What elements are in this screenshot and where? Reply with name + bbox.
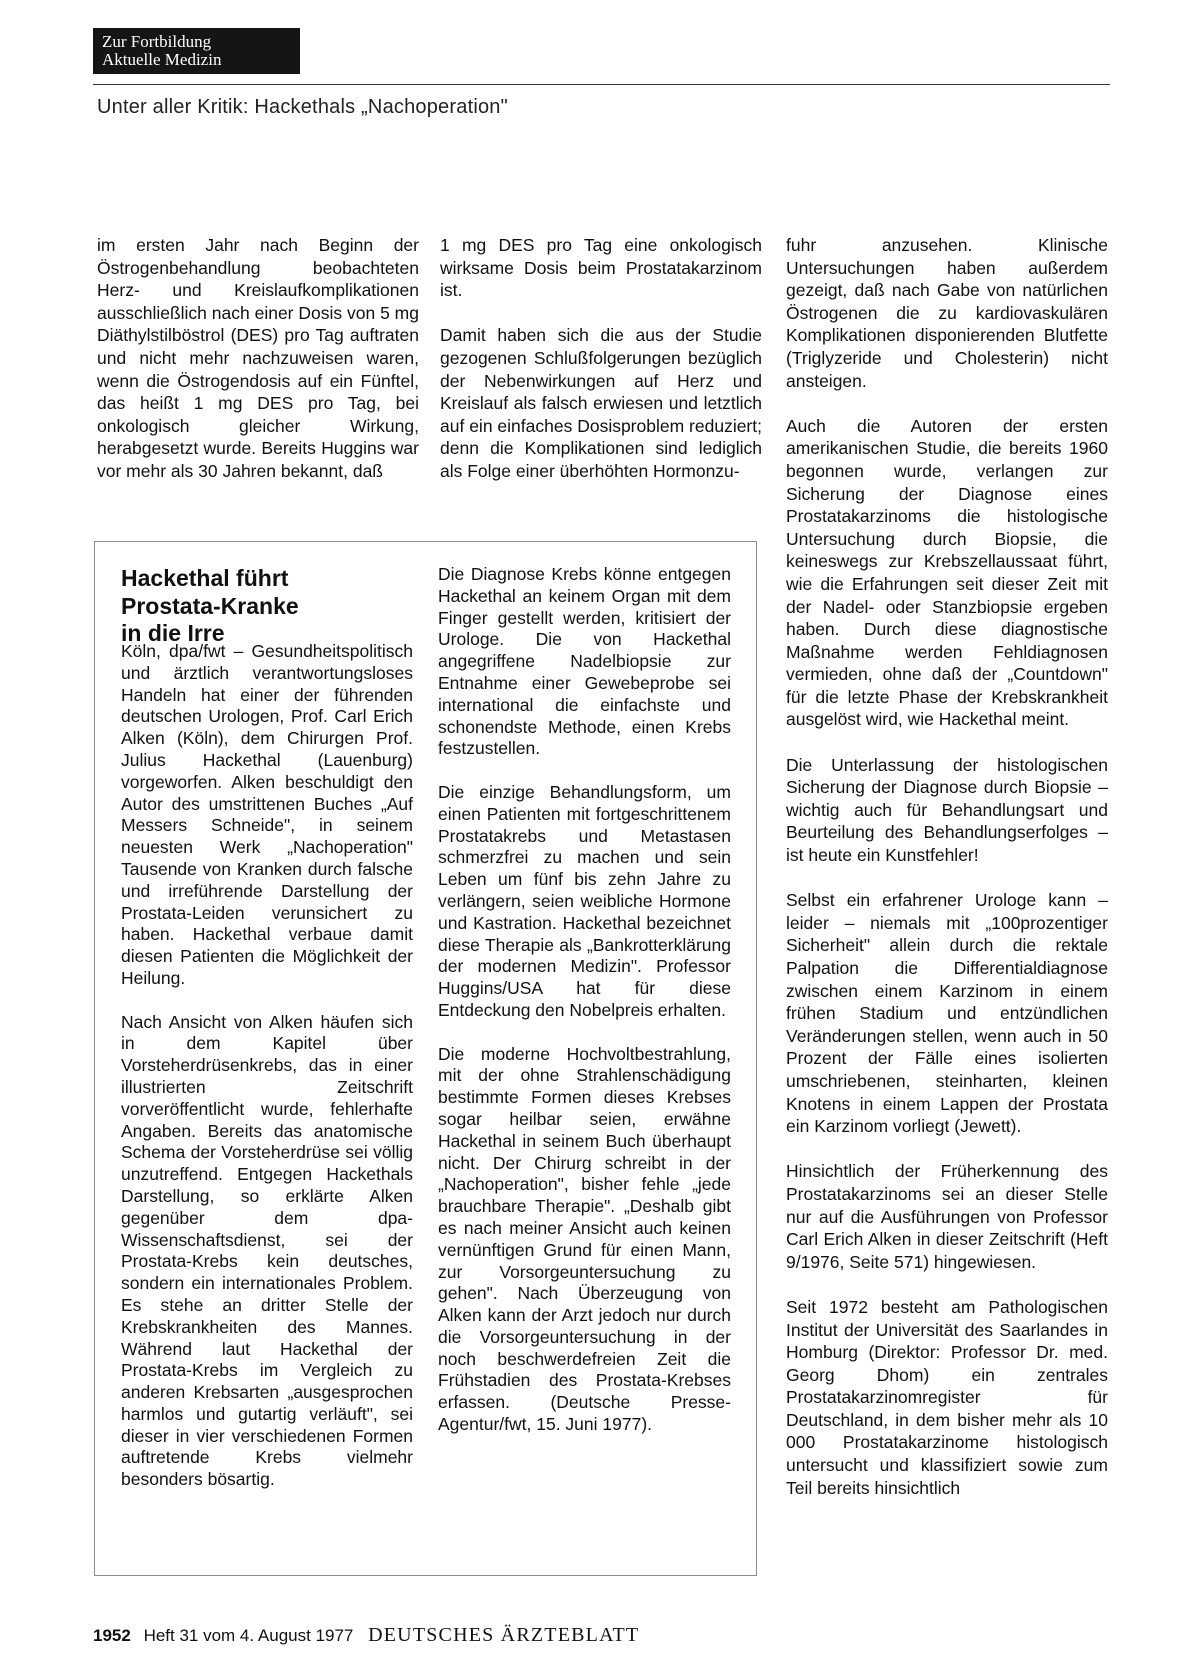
- boxed-article-column-2: [438, 564, 731, 1436]
- paragraph: Die einzige Behandlungsform, um einen Patienten mit fortgeschrittenem Prostatakrebs und Metastasen schmerzfrei zu machen und sein Leben um fünf bis zehn Jahre zu verlängern, seien weibliche Hormone und Kastration. Hackethal bezeichnet diese Therapie als „Bankrotterklärung der modernen Medizin". Professor Huggins/USA hat für diese Entdeckung den Nobelpreis erhalten.: [438, 781, 731, 1020]
- paragraph: Die Unterlassung der histologischen Sicherung der Diagnose durch Biopsie – wichtig auch für Behandlungsart und Beurteilung des Behandlungserfolges – ist heute ein Kunstfehler!: [786, 754, 1108, 866]
- paragraph: im ersten Jahr nach Beginn der Östrogenbehandlung beobachteten Herz- und Kreislaufkomplikationen ausschließlich nach einer Dosis von 5 mg Diäthylstilböstrol (DES) pro Tag auftraten und nicht mehr nachzuweisen waren, wenn die Östrogendosis auf ein Fünftel, das heißt 1 mg DES pro Tag, bei onkologisch gleicher Wirkung, herabgesetzt wurde. Bereits Huggins war vor mehr als 30 Jahren bekannt, daß: [97, 235, 419, 481]
- boxed-article-title: [121, 565, 413, 648]
- paragraph: 1 mg DES pro Tag eine onkologisch wirksame Dosis beim Prostatakarzinom ist.: [440, 235, 762, 301]
- page-footer: [93, 1624, 639, 1647]
- journal-name: DEUTSCHES ÄRZTEBLATT: [368, 1624, 640, 1646]
- header-rule: [93, 84, 1110, 85]
- paragraph: Die moderne Hochvoltbestrahlung, mit der ohne Strahlenschädigung bestimmte Formen dieses Krebses sogar heilbar seien, erwähne Hackethal in seinem Buch überhaupt nicht. Der Chirurg schreibt in der „Nachoperation", bisher fehle „jede brauchbare Therapie". „Deshalb gibt es nach meiner Ansicht auch keinen vernünftigen Grund für einen Mann, zur Vorsorgeuntersuchung zu gehen". Nach Überzeugung von Alken kann der Arzt jedoch nur durch die Vorsorgeuntersuchung in der noch beschwerdefreien Zeit die Frühstadien des Prostata-Krebses erfassen. (Deutsche Presse-Agentur/fwt, 15. Juni 1977).: [438, 1043, 731, 1435]
- boxed-article: [94, 541, 757, 1576]
- issue-info: Heft 31 vom 4. August 1977: [143, 1626, 354, 1645]
- paragraph: Die Diagnose Krebs könne entgegen Hackethal an keinem Organ mit dem Finger gestellt werden, kritisiert der Urologe. Die von Hackethal angegriffene Nadelbiopsie zur Entnahme einer Gewebeprobe sei international die einfachste und schonendste Methode, einen Krebs festzustellen.: [438, 564, 731, 759]
- paragraph: Seit 1972 besteht am Pathologischen Institut der Universität des Saarlandes in Homburg (Direktor: Professor Dr. med. Georg Dhom) ein zentrales Prostatakarzinomregister für Deutschland, in dem bisher mehr als 10 000 Prostatakarzinome histologisch untersucht und klassifiziert sowie zum Teil bereits hinsichtlich: [786, 1296, 1108, 1498]
- page-heading: Unter aller Kritik: Hackethals „Nachoperation": [97, 96, 508, 118]
- section-label: [93, 28, 300, 74]
- article-column-2: [440, 234, 762, 483]
- title-line: in die Irre: [121, 620, 225, 646]
- article-column-1: [97, 234, 419, 483]
- page-number: 1952: [93, 1626, 131, 1645]
- paragraph: Köln, dpa/fwt – Gesundheitspolitisch und ärztlich verantwortungsloses Handeln hat einer der führenden deutschen Urologen, Prof. Carl Erich Alken (Köln), dem Chirurgen Prof. Julius Hackethal (Lauenburg) vorgeworfen. Alken beschuldigt den Autor des umstrittenen Buches „Auf Messers Schneide", in seinem neuesten Werk „Nachoperation" Tausende von Kranken durch falsche und irreführende Darstellung der Prostata-Leiden verunsichert zu haben. Hackethal verbaue damit diesen Patienten die Möglichkeit der Heilung.: [121, 641, 413, 988]
- section-label-line2: Aktuelle Medizin: [102, 50, 222, 69]
- paragraph: Nach Ansicht von Alken häufen sich in dem Kapitel über Vorsteherdrüsenkrebs, das in einer illustrierten Zeitschrift vorveröffentlicht wurde, fehlerhafte Angaben. Bereits das anatomische Schema der Vorsteherdrüse sei völlig unzutreffend. Entgegen Hackethals Darstellung, so erklärte Alken gegenüber dem dpa-Wissenschaftsdienst, sei der Prostata-Krebs kein deutsches, sondern ein internationales Problem. Es stehe an dritter Stelle der Krebskrankheiten des Mannes. Während laut Hackethal der Prostata-Krebs im Vergleich zu anderen Krebsarten „ausgesprochen harmlos und gutartig verläuft", sei dieser in vier verschiedenen Formen auftretende Krebs vielmehr besonders bösartig.: [121, 1011, 413, 1490]
- title-line: Prostata-Kranke: [121, 592, 299, 619]
- boxed-article-column-1: [121, 641, 413, 1491]
- paragraph: Selbst ein erfahrener Urologe kann – leider – niemals mit „100prozentiger Sicherheit" allein durch die rektale Palpation die Differentialdiagnose zwischen einem Karzinom in einem frühen Stadium und entzündlichen Veränderungen stellen, wenn auch in 50 Prozent der Fälle eines isolierten umschriebenen, steinharten, kleinen Knotens in einem Lappen der Prostata ein Karzinom vorliegt (Jewett).: [786, 890, 1108, 1137]
- paragraph: Damit haben sich die aus der Studie gezogenen Schlußfolgerungen bezüglich der Nebenwirkungen auf Herz und Kreislauf als falsch erwiesen und letztlich auf ein einfaches Dosisproblem reduziert; denn die Komplikationen sind lediglich als Folge einer überhöhten Hormonzu-: [440, 325, 762, 481]
- title-line: Hackethal führt: [121, 565, 289, 591]
- paragraph: Hinsichtlich der Früherkennung des Prostatakarzinoms sei an dieser Stelle nur auf die Ausführungen von Professor Carl Erich Alken in dieser Zeitschrift (Heft 9/1976, Seite 571) hingewiesen.: [786, 1161, 1108, 1272]
- paragraph: Auch die Autoren der ersten amerikanischen Studie, die bereits 1960 begonnen wurde, verlangen zur Sicherung der Diagnose eines Prostatakarzinoms die histologische Untersuchung durch Biopsie, die keineswegs zur Krebszellaussaat führt, wie die Erfahrungen seit dieser Zeit mit der Nadel- oder Stanzbiopsie ergeben haben. Durch diese diagnostische Maßnahme werden Fehldiagnosen vermieden, ohne daß der „Countdown" für die letzte Phase der Krebskrankheit ausgelöst wird, wie Hackethal meint.: [786, 415, 1108, 730]
- section-label-line1: Zur Fortbildung: [102, 32, 212, 51]
- article-column-3: [786, 234, 1108, 1499]
- paragraph: fuhr anzusehen. Klinische Untersuchungen haben außerdem gezeigt, daß nach Gabe von natürlichen Östrogenen die zu kardiovaskulären Komplikationen disponierenden Blutfette (Triglyzeride und Cholesterin) nicht ansteigen.: [786, 235, 1108, 391]
